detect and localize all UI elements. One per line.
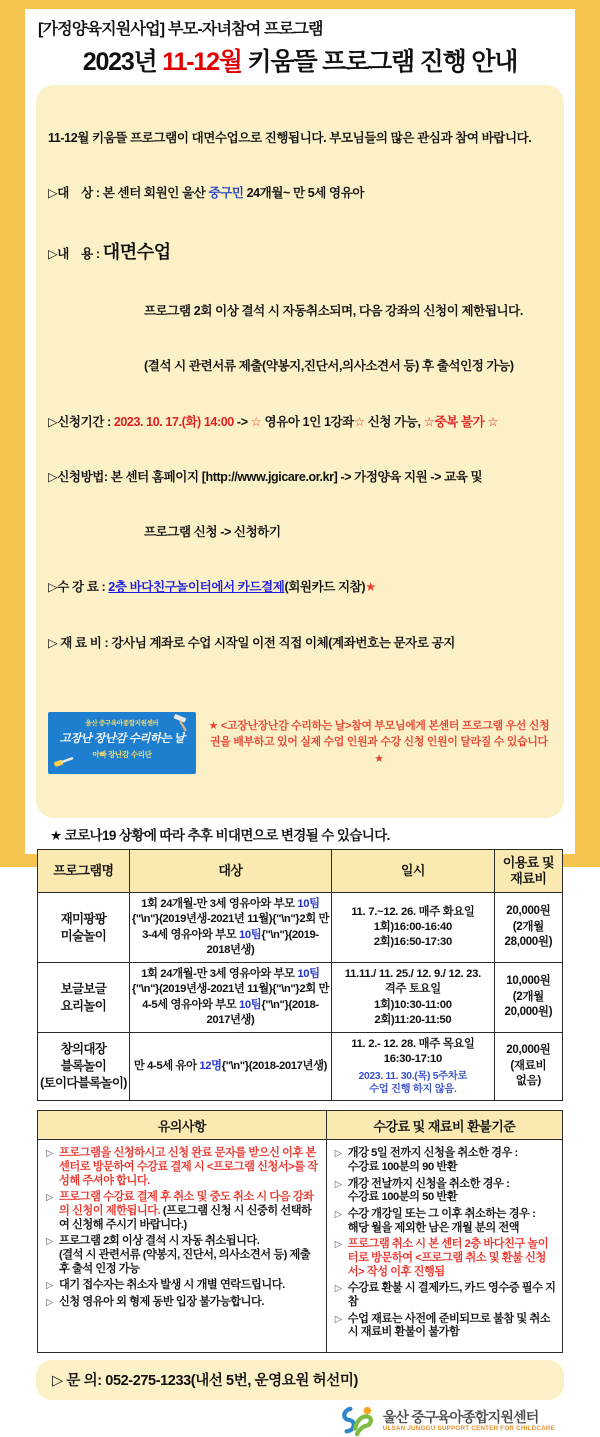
refund-text: 수강료 환불 시 결제카드, 카드 영수증 필수 지참 bbox=[347, 1282, 556, 1308]
target-text: 2회 만 4-5세 영유아와 부모 bbox=[142, 983, 329, 1011]
program-name-cell: 보글보글 요리놀이 bbox=[38, 963, 130, 1033]
toy-repair-day-badge bbox=[48, 712, 196, 774]
refund-text: 개강 전날까지 신청을 취소한 경우 : 수강료 100분의 50 반환 bbox=[347, 1177, 510, 1204]
program-category-label: [가정양육지원사업] 부모-자녀참여 프로그램 bbox=[38, 21, 323, 38]
col-header-refund-policy: 수강료 및 재료비 환불기준 bbox=[326, 1111, 562, 1140]
list-item bbox=[335, 1238, 556, 1279]
team-count: 10팀 bbox=[239, 998, 262, 1011]
caution-text: (프로그램 신청 시 신중히 선택하여 신청해 주시기 바랍니다.) bbox=[59, 1204, 312, 1231]
badge-event-title: 고장난 장난감 수리하는 날 bbox=[59, 732, 185, 745]
table-row bbox=[38, 963, 563, 1033]
badge-org-name: 울산 중구육아종합지원센터 bbox=[85, 719, 159, 727]
program-fee-cell: 20,000원 (재료비 없음) bbox=[494, 1033, 562, 1101]
arrow-text: -> bbox=[233, 414, 251, 429]
apply-period-line bbox=[48, 414, 552, 432]
target-text: 2회 만 3-4세 영유아와 부모 bbox=[142, 913, 329, 941]
content-value: 대면수업 bbox=[102, 242, 171, 262]
list-item bbox=[335, 1147, 556, 1174]
list-item bbox=[335, 1178, 556, 1205]
star-icon: ☆ bbox=[250, 414, 262, 429]
refund-policy-cell bbox=[326, 1140, 562, 1353]
table-row bbox=[38, 1140, 563, 1353]
program-schedule-table bbox=[37, 849, 563, 1101]
program-name-cell: 재미팡팡 미술놀이 bbox=[38, 893, 130, 963]
title-month-highlight: 11-12월 bbox=[162, 48, 242, 76]
list-item bbox=[335, 1208, 556, 1235]
program-schedule-cell: 11.11./ 11. 25./ 12. 9./ 12. 23. 격주 토요일 1회)10:30-11:00 2회)11:20-11:50 bbox=[332, 963, 495, 1033]
refund-text-red: 프로그램 취소 시 본 센터 2층 바다친구 놀이터로 방문하여 <프로그램 취소 및 환불 신청서> 작성 이후 진행됨 bbox=[347, 1238, 549, 1278]
col-header-cautions: 유의사항 bbox=[38, 1111, 327, 1140]
target-line bbox=[48, 185, 552, 203]
apply-possible-text: 신청 가능, bbox=[364, 414, 424, 429]
triangle-bullet-icon: ▷ bbox=[46, 1280, 53, 1292]
corona-notice: ★ 코로나19 상황에 따라 추후 비대면으로 변경될 수 있습니다. bbox=[50, 828, 390, 844]
triangle-bullet-icon: ▷ bbox=[334, 1313, 342, 1325]
program-name-cell: 창의대장 블록놀이 (토이다블록놀이) bbox=[38, 1033, 130, 1101]
list-item bbox=[46, 1147, 320, 1188]
triangle-bullet-icon: ▷ bbox=[46, 1192, 53, 1204]
caution-text: 대기 접수자는 취소자 발생 시 개별 연락드립니다. bbox=[59, 1279, 285, 1292]
table-row bbox=[38, 893, 563, 963]
list-item bbox=[46, 1191, 320, 1232]
caution-text-red: 프로그램 수강료 결제 후 취소 및 중도 취소 시 다음 강좌의 신청이 제한됩니다. bbox=[59, 1191, 314, 1217]
col-header-program-name: 프로그램명 bbox=[38, 850, 130, 893]
apply-period-date: 2023. 10. 17.(화) 14:00 bbox=[113, 414, 234, 429]
program-target-cell: 만 4-5세 유아 12명{"\n"}(2018-2017년생) bbox=[129, 1033, 331, 1101]
list-item bbox=[46, 1296, 320, 1310]
target-text: 만 4-5세 유아 bbox=[133, 1060, 200, 1073]
badge-event-subtitle: 아빠 장난감 수리단 bbox=[92, 750, 152, 760]
child-count: 12명 bbox=[199, 1060, 222, 1073]
list-item bbox=[335, 1282, 556, 1309]
no-duplicate-warning: ☆중복 불가 ☆ bbox=[423, 414, 499, 429]
program-target-cell: 1회 24개월-만 3세 영유아와 부모 10팀{"\n"}(2019년생-2021년 11월){"\n"}2회 만 3-4세 영유아와 부모 10팀{"\n"}(2019-2018년생) bbox=[129, 893, 331, 963]
caution-text: 프로그램 2회 이상 결석 시 자동 취소됩니다. (결석 시 관련서류 (약봉지, 진단서, 의사소견서 등) 제출 후 출석 인정 가능 bbox=[59, 1235, 311, 1275]
content-label: ▷내 용 : bbox=[48, 247, 103, 261]
absence-docs-line: (결석 시 관련서류 제출(약봉지,진단서,의사소견서 등) 후 출석인정 가능) bbox=[144, 359, 514, 374]
center-logo-text bbox=[383, 1409, 555, 1432]
refund-text: 수업 재료는 사전에 준비되므로 불참 및 취소 시 재료비 환불이 불가함 bbox=[347, 1312, 553, 1339]
triangle-bullet-icon: ▷ bbox=[334, 1148, 342, 1160]
program-info-panel bbox=[36, 85, 564, 818]
apply-method-line bbox=[48, 469, 552, 487]
footer-logo-row bbox=[35, 1404, 565, 1437]
list-item bbox=[46, 1235, 320, 1276]
notes-refund-table bbox=[37, 1110, 563, 1353]
table-header-row bbox=[38, 850, 563, 893]
one-class-rule: 영유아 1인 1강좌 bbox=[261, 414, 354, 429]
refund-text: 수강 개강일 또는 그 이후 취소하는 경우 : 해당 월을 제외한 남은 개월 분의 전액 bbox=[347, 1207, 536, 1234]
star-icon: ★ bbox=[365, 580, 376, 595]
birth-year-range: (2019년생-2021년 11월) bbox=[159, 983, 273, 996]
apply-method-path: 본 센터 홈페이지 [http://www.jgicare.or.kr] -> 가정양육 지원 -> 교육 및 bbox=[110, 469, 483, 484]
birth-year-range: (2019년생-2021년 11월) bbox=[159, 913, 273, 926]
table-header-row bbox=[38, 1111, 563, 1140]
title-prefix: 2023년 bbox=[82, 48, 163, 76]
priority-notice-row bbox=[48, 712, 552, 774]
triangle-bullet-icon: ▷ bbox=[46, 1148, 53, 1160]
fee-card-note: (회원카드 지참) bbox=[284, 580, 366, 595]
caution-text-red: 프로그램을 신청하시고 신청 완료 문자를 받으신 이후 본 센터로 방문하여 수강료 결제 시 <프로그램 신청서>를 작성해 주셔야 합니다. bbox=[59, 1147, 319, 1187]
page-title bbox=[35, 42, 565, 78]
star-icon: ☆ bbox=[353, 414, 365, 429]
list-item bbox=[335, 1313, 556, 1340]
fee-label: ▷수 강 료 : bbox=[48, 580, 109, 595]
absence-policy-line: 프로그램 2회 이상 결석 시 자동취소되며, 다음 강좌의 신청이 제한됩니다. bbox=[144, 304, 523, 319]
center-name-korean: 울산 중구육아종합지원센터 bbox=[382, 1409, 539, 1426]
program-target-cell: 1회 24개월-만 3세 영유아와 부모 10팀{"\n"}(2019년생-2021년 11월){"\n"}2회 만 4-5세 영유아와 부모 10팀{"\n"}(2018-2017년생) bbox=[129, 963, 331, 1033]
apply-period-label: ▷신청기간 : bbox=[48, 414, 114, 429]
col-header-schedule: 일시 bbox=[332, 850, 495, 893]
program-fee-cell: 10,000원 (2개월 20,000원) bbox=[494, 963, 562, 1033]
triangle-bullet-icon: ▷ bbox=[334, 1178, 342, 1190]
material-fee-label: ▷ 재 료 비 : bbox=[48, 635, 112, 650]
center-logo-mark bbox=[338, 1405, 376, 1437]
program-schedule-cell bbox=[332, 1033, 495, 1101]
program-fee-cell: 20,000원 (2개월 28,000원) bbox=[494, 893, 562, 963]
apply-method-line2: 프로그램 신청 -> 신청하기 bbox=[144, 525, 281, 540]
target-age-range: 24개월~ 만 5세 영유아 bbox=[243, 185, 365, 200]
birth-year-range: (2019-2018년생) bbox=[206, 928, 319, 956]
intro-line: 11-12월 키움뜰 프로그램이 대면수업으로 진행됩니다. 부모님들의 많은 관심과 참여 바랍니다. bbox=[48, 130, 532, 145]
col-header-fee: 이용료 및 재료비 bbox=[494, 850, 562, 893]
poster-page bbox=[25, 9, 575, 1433]
triangle-bullet-icon: ▷ bbox=[334, 1239, 342, 1251]
center-name-english: ULSAN JUNGGU SUPPORT CENTER FOR CHILDCARE bbox=[382, 1425, 555, 1433]
fee-payment-link[interactable]: 2층 바다친구놀이터에서 카드결제 bbox=[108, 580, 285, 595]
target-district-highlight: 중구민 bbox=[208, 185, 244, 200]
hammer-icon bbox=[170, 714, 192, 732]
apply-method-label: ▷신청방법: bbox=[48, 469, 111, 484]
target-text: 본 센터 회원인 울산 bbox=[102, 185, 209, 200]
title-suffix: 키움뜰 프로그램 진행 안내 bbox=[241, 48, 518, 76]
program-schedule-cell: 11. 7.~12. 26. 매주 화요일 1회)16:00-16:40 2회)16:50-17:30 bbox=[332, 893, 495, 963]
contact-panel: ▷ 문 의: 052-275-1233(내선 5번, 운영요원 허선미) bbox=[36, 1360, 564, 1400]
fee-line bbox=[48, 579, 552, 597]
col-header-target: 대상 bbox=[129, 850, 331, 893]
schedule-text: 11. 2.- 12. 28. 매주 목요일 16:30-17:10 bbox=[351, 1038, 475, 1066]
material-fee-text: 강사님 계좌로 수업 시작일 이전 직접 이체(계좌번호는 문자로 공지 bbox=[111, 635, 455, 650]
target-text: 1회 24개월-만 3세 영유아와 부모 bbox=[141, 898, 298, 911]
material-fee-line bbox=[48, 635, 552, 653]
triangle-bullet-icon: ▷ bbox=[334, 1208, 342, 1220]
team-count: 10팀 bbox=[297, 968, 320, 981]
team-count: 10팀 bbox=[239, 928, 262, 941]
screwdriver-icon bbox=[53, 755, 75, 771]
triangle-bullet-icon: ▷ bbox=[46, 1236, 53, 1248]
birth-year-range: (2018-2017년생) bbox=[206, 998, 319, 1026]
caution-text: 신청 영유아 외 형제 동반 입장 불가능합니다. bbox=[59, 1295, 265, 1308]
priority-apply-notice: ★ <고장난장난감 수리하는 날>참여 부모님에게 본센터 프로그램 우선 신청권을 배부하고 있어 실제 수업 인원과 수강 신청 인원이 달라질 수 있습니다 ★ bbox=[208, 720, 550, 765]
cautions-cell bbox=[38, 1140, 327, 1353]
triangle-bullet-icon: ▷ bbox=[334, 1283, 342, 1295]
list-item bbox=[46, 1279, 320, 1293]
schedule-exception-note: 2023. 11. 30.(목) 5주차로 수업 진행 하지 않음. bbox=[358, 1070, 468, 1095]
target-text: 1회 24개월-만 3세 영유아와 부모 bbox=[141, 968, 298, 981]
birth-year-range: (2018-2017년생) bbox=[248, 1060, 327, 1073]
refund-text: 개강 5일 전까지 신청을 취소한 경우 : 수강료 100분의 90 반환 bbox=[347, 1147, 518, 1173]
team-count: 10팀 bbox=[297, 898, 320, 911]
triangle-bullet-icon: ▷ bbox=[46, 1296, 53, 1308]
table-row bbox=[38, 1033, 563, 1101]
content-line bbox=[48, 240, 552, 266]
target-label: ▷대 상 : bbox=[48, 185, 103, 200]
